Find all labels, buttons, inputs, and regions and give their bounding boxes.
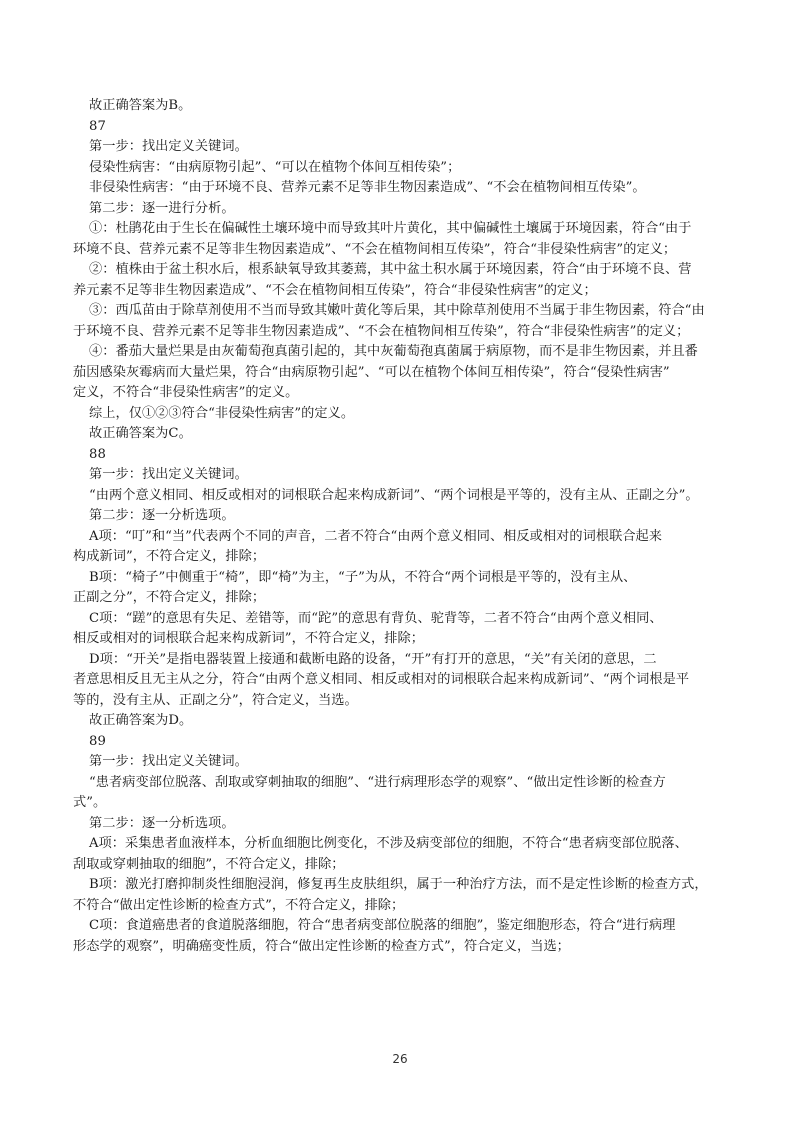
text-line: 第二步：逐一分析选项。 bbox=[89, 815, 235, 831]
answer-explanation-body bbox=[73, 96, 739, 957]
text-line: 相反或相对的词根联合起来构成新词”，不符合定义，排除； bbox=[73, 631, 424, 646]
text-line: 89 bbox=[89, 733, 106, 749]
text-line: 故正确答案为D。 bbox=[89, 713, 193, 728]
text-line: C项：“蹉”的意思有失足、差错等，而“跎”的意思有背负、驼背等，二者不符合“由两个意义相同、 bbox=[89, 610, 663, 626]
text-line: 故正确答案为C。 bbox=[89, 426, 192, 441]
text-line: 综上，仅①②③符合“非侵染性病害”的定义。 bbox=[89, 405, 355, 421]
text-line: “患者病变部位脱落、刮取或穿刺抽取的细胞”、“进行病理形态学的观察”、“做出定性诊断的检查方 bbox=[89, 774, 666, 790]
text-line: 形态学的观察”，明确癌变性质，符合“做出定性诊断的检查方式”，符合定义，当选； bbox=[73, 938, 570, 954]
text-line: 式”。 bbox=[73, 795, 107, 810]
text-line: 不符合“做出定性诊断的检查方式”，不符合定义，排除； bbox=[73, 897, 405, 913]
text-line: “由两个意义相同、相反或相对的词根联合起来构成新词”、“两个词根是平等的，没有主从、正副之分”。 bbox=[89, 487, 699, 503]
text-line: 第一步：找出定义关键词。 bbox=[89, 139, 248, 154]
text-line: B项：“椅子”中侧重于“椅”，即“椅”为主，“子”为从，不符合“两个词根是平等的，没有主从、 bbox=[89, 569, 637, 585]
text-line: 侵染性病害：“由病原物引起”、“可以在植物个体间互相传染”； bbox=[89, 159, 461, 175]
text-line: 构成新词”，不符合定义，排除； bbox=[73, 549, 266, 564]
text-line: 87 bbox=[89, 118, 106, 134]
text-line: ④：番茄大量烂果是由灰葡萄孢真菌引起的，其中灰葡萄孢真菌属于病原物，而不是非生物因素，并且番 bbox=[89, 344, 698, 359]
text-line: ③：西瓜苗由于除草剂使用不当而导致其嫩叶黄化等后果，其中除草剂使用不当属于非生物因素，符合“由 bbox=[89, 303, 705, 318]
text-line: 故正确答案为B。 bbox=[89, 98, 192, 113]
page-number: 26 bbox=[392, 1052, 408, 1066]
text-line: 第二步：逐一分析选项。 bbox=[89, 508, 235, 523]
text-line: 第一步：找出定义关键词。 bbox=[89, 754, 248, 769]
text-line: 养元素不足等非生物因素造成”、“不会在植物间相互传染”，符合“非侵染性病害”的定义； bbox=[73, 282, 597, 298]
text-line: A项：采集患者血液样本，分析血细胞比例变化，不涉及病变部位的细胞，不符合“患者病变部位脱落、 bbox=[89, 836, 688, 851]
text-line: 第一步：找出定义关键词。 bbox=[89, 467, 248, 482]
text-line: 第二步：逐一进行分析。 bbox=[89, 200, 235, 216]
text-line: D项：“开关”是指电器装置上接通和截断电路的设备，“开”有打开的意思，“关”有关闭的意思，二 bbox=[89, 651, 657, 667]
text-line: 者意思相反且无主从之分，符合“由两个意义相同、相反或相对的词根联合起来构成新词”、“两个词根是平 bbox=[73, 672, 690, 687]
text-line: 非侵染性病害：“由于环境不良、营养元素不足等非生物因素造成”、“不会在植物间相互传染”。 bbox=[89, 180, 646, 195]
text-line: 定义，不符合“非侵染性病害”的定义。 bbox=[73, 385, 299, 400]
text-line: 茄因感染灰霉病而大量烂果，符合“由病原物引起”、“可以在植物个体间互相传染”，符合“侵染性病害” bbox=[73, 364, 670, 380]
text-line: 于环境不良、营养元素不足等非生物因素造成”、“不会在植物间相互传染”，符合“非侵染性病害”的定义； bbox=[73, 323, 690, 339]
text-line: A项：“叮”和“当”代表两个不同的声音，二者不符合“由两个意义相同、相反或相对的词根联合起来 bbox=[89, 528, 663, 544]
text-line: 刮取或穿刺抽取的细胞”，不符合定义，排除； bbox=[73, 856, 345, 872]
text-line: B项：激光打磨抑制炎性细胞浸润，修复再生皮肤组织，属于一种治疗方法，而不是定性诊断的检查方式， bbox=[89, 877, 708, 892]
text-line: 等的，没有主从、正副之分”，符合定义，当选。 bbox=[73, 692, 358, 708]
text-line: ②：植株由于盆土积水后，根系缺氧导致其萎蔫，其中盆土积水属于环境因素，符合“由于环境不良、营 bbox=[89, 262, 692, 277]
text-line: ①：杜鹃花由于生长在偏碱性土壤环境中而导致其叶片黄化，其中偏碱性土壤属于环境因素，符合“由于 bbox=[89, 221, 692, 236]
text-line: 正副之分”，不符合定义，排除； bbox=[73, 590, 266, 605]
text-line: C项：食道癌患者的食道脱落细胞，符合“患者病变部位脱落的细胞”，鉴定细胞形态，符合“进行病理 bbox=[89, 918, 676, 933]
text-line: 88 bbox=[89, 446, 106, 462]
text-line: 环境不良、营养元素不足等非生物因素造成”、“不会在植物间相互传染”，符合“非侵染性病害”的定义； bbox=[73, 241, 677, 257]
